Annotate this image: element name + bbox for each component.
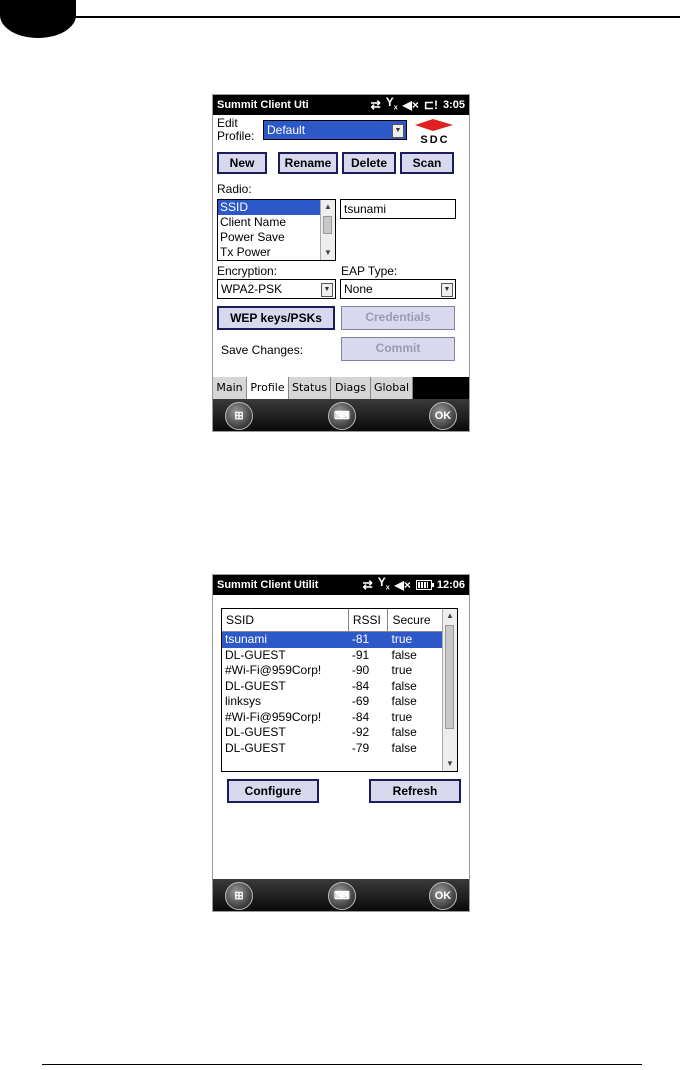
signal-off-icon[interactable]: $Y_x$: [385, 94, 398, 112]
volume-mute-icon[interactable]: ◀×: [394, 577, 411, 592]
ssid-input[interactable]: tsunami: [340, 199, 456, 219]
delete-button[interactable]: Delete: [342, 152, 396, 174]
encryption-label: Encryption:: [217, 264, 278, 278]
cell-rssi: -79: [351, 740, 370, 755]
cell-secure: true: [391, 663, 413, 677]
grid-header: [222, 609, 443, 632]
configure-button[interactable]: Configure: [227, 779, 319, 803]
status-icons: [363, 576, 465, 594]
tab-area: [213, 377, 469, 399]
cell-rssi: -84: [351, 678, 370, 693]
cell-rssi: -69: [351, 694, 370, 708]
signal-off-icon[interactable]: $Y_x$: [377, 574, 390, 592]
table-row[interactable]: [222, 725, 443, 741]
cell-ssid: DL-GUEST: [225, 678, 286, 693]
cell-rssi: -90: [351, 663, 370, 677]
encryption-value: WPA2-PSK: [221, 282, 283, 296]
eap-type-select[interactable]: [340, 279, 456, 299]
scroll-down-icon[interactable]: ▼: [446, 759, 454, 768]
radio-item-ssid[interactable]: SSID: [218, 200, 335, 215]
cell-secure: false: [391, 725, 417, 739]
cell-rssi: -84: [351, 709, 370, 724]
radio-item-client-name[interactable]: Client Name: [220, 215, 287, 229]
commit-button[interactable]: Commit: [341, 337, 455, 361]
scroll-thumb[interactable]: [323, 216, 332, 234]
edit-profile-label: Edit Profile:: [217, 116, 255, 143]
cell-rssi: -92: [351, 725, 370, 739]
eap-type-label: EAP Type:: [341, 264, 398, 278]
encryption-select[interactable]: [217, 279, 336, 299]
column-rssi[interactable]: RSSI: [349, 609, 389, 631]
cell-ssid: #Wi-Fi@959Corp!: [225, 709, 322, 724]
keyboard-icon[interactable]: ⌨: [328, 402, 356, 430]
scan-results-screen: [212, 574, 470, 912]
dropdown-arrow-icon[interactable]: ▼: [441, 283, 453, 297]
keyboard-icon[interactable]: ⌨: [328, 882, 356, 910]
battery-charging-icon[interactable]: ⊏!: [423, 97, 438, 112]
cell-ssid: linksys: [225, 694, 262, 708]
new-button[interactable]: New: [217, 152, 267, 174]
tab-diags[interactable]: Diags: [331, 377, 371, 399]
cell-secure: false: [391, 740, 417, 755]
radio-listbox[interactable]: [217, 199, 336, 261]
scan-content: [213, 595, 469, 879]
credentials-button[interactable]: Credentials: [341, 306, 455, 330]
app-title: Summit Client Utilit: [217, 579, 319, 591]
column-ssid[interactable]: SSID: [222, 609, 349, 631]
cell-secure: false: [391, 678, 417, 693]
radio-item-tx-power[interactable]: Tx Power: [220, 245, 271, 259]
scan-button[interactable]: Scan: [400, 152, 454, 174]
clock[interactable]: 12:06: [436, 578, 465, 591]
cell-ssid: DL-GUEST: [225, 740, 286, 755]
radio-label: Radio:: [217, 182, 252, 196]
page-header-rule: [62, 16, 680, 18]
tab-main[interactable]: Main: [213, 377, 247, 399]
table-row[interactable]: [222, 710, 443, 726]
cell-ssid: #Wi-Fi@959Corp!: [225, 663, 322, 677]
radio-item-power-save[interactable]: Power Save: [220, 230, 285, 244]
scroll-up-icon[interactable]: ▲: [446, 611, 454, 620]
table-row[interactable]: [222, 648, 443, 664]
battery-icon[interactable]: [416, 580, 432, 590]
sdc-logo: [415, 117, 455, 146]
table-row[interactable]: [222, 663, 443, 679]
cell-ssid: tsunami: [225, 632, 268, 646]
tab-status[interactable]: Status: [289, 377, 331, 399]
cell-secure: true: [391, 632, 413, 646]
cell-secure: true: [391, 709, 413, 724]
profile-screen: [212, 94, 470, 432]
eap-type-value: None: [344, 282, 373, 296]
refresh-button[interactable]: Refresh: [369, 779, 461, 803]
ok-button[interactable]: OK: [429, 402, 457, 430]
rename-button[interactable]: Rename: [278, 152, 338, 174]
profile-select[interactable]: [263, 120, 407, 140]
table-row[interactable]: [222, 694, 443, 710]
table-row[interactable]: [222, 679, 443, 695]
profile-content: [213, 115, 469, 377]
tab-profile[interactable]: Profile: [247, 377, 289, 399]
cell-ssid: DL-GUEST: [225, 647, 286, 662]
table-row[interactable]: [222, 632, 443, 648]
dropdown-arrow-icon[interactable]: ▼: [321, 283, 333, 297]
cell-rssi: -81: [351, 632, 370, 646]
table-row[interactable]: [222, 741, 443, 757]
soft-key-bar: [213, 399, 469, 431]
column-secure[interactable]: Secure: [388, 609, 443, 631]
cell-secure: false: [391, 647, 417, 662]
sdc-logo-text: SDC: [420, 134, 450, 146]
windows-start-icon[interactable]: ⊞: [225, 402, 253, 430]
page-footer-rule: [42, 1064, 642, 1065]
app-title: Summit Client Uti: [217, 99, 309, 111]
radio-scrollbar[interactable]: [320, 200, 335, 260]
scroll-up-icon[interactable]: ▲: [324, 202, 332, 211]
scroll-thumb[interactable]: [445, 625, 454, 729]
status-icons: [371, 96, 465, 114]
volume-mute-icon[interactable]: ◀×: [402, 97, 419, 112]
tab-global[interactable]: Global: [371, 377, 413, 399]
cell-rssi: -91: [351, 647, 370, 662]
soft-key-bar: [213, 879, 469, 911]
connectivity-icon[interactable]: ⇄: [362, 577, 373, 592]
sdc-logo-arrow-icon: [415, 117, 455, 131]
scroll-down-icon[interactable]: ▼: [324, 248, 332, 257]
dropdown-arrow-icon[interactable]: ▼: [392, 124, 404, 138]
scan-results-grid[interactable]: [221, 608, 458, 772]
clock[interactable]: 3:05: [442, 98, 465, 111]
wep-keys-psks-button[interactable]: WEP keys/PSKs: [217, 306, 335, 330]
windows-start-icon[interactable]: ⊞: [225, 882, 253, 910]
save-changes-label: Save Changes:: [221, 343, 304, 357]
cell-secure: false: [391, 694, 417, 708]
ok-button[interactable]: OK: [429, 882, 457, 910]
cell-ssid: DL-GUEST: [225, 725, 286, 739]
grid-scrollbar[interactable]: [442, 609, 457, 771]
profile-select-value: Default: [267, 123, 306, 137]
page-header-oval: [0, 0, 76, 38]
title-bar: [213, 575, 469, 595]
title-bar: [213, 95, 469, 115]
tab-strip: [213, 377, 469, 399]
connectivity-icon[interactable]: ⇄: [370, 97, 381, 112]
